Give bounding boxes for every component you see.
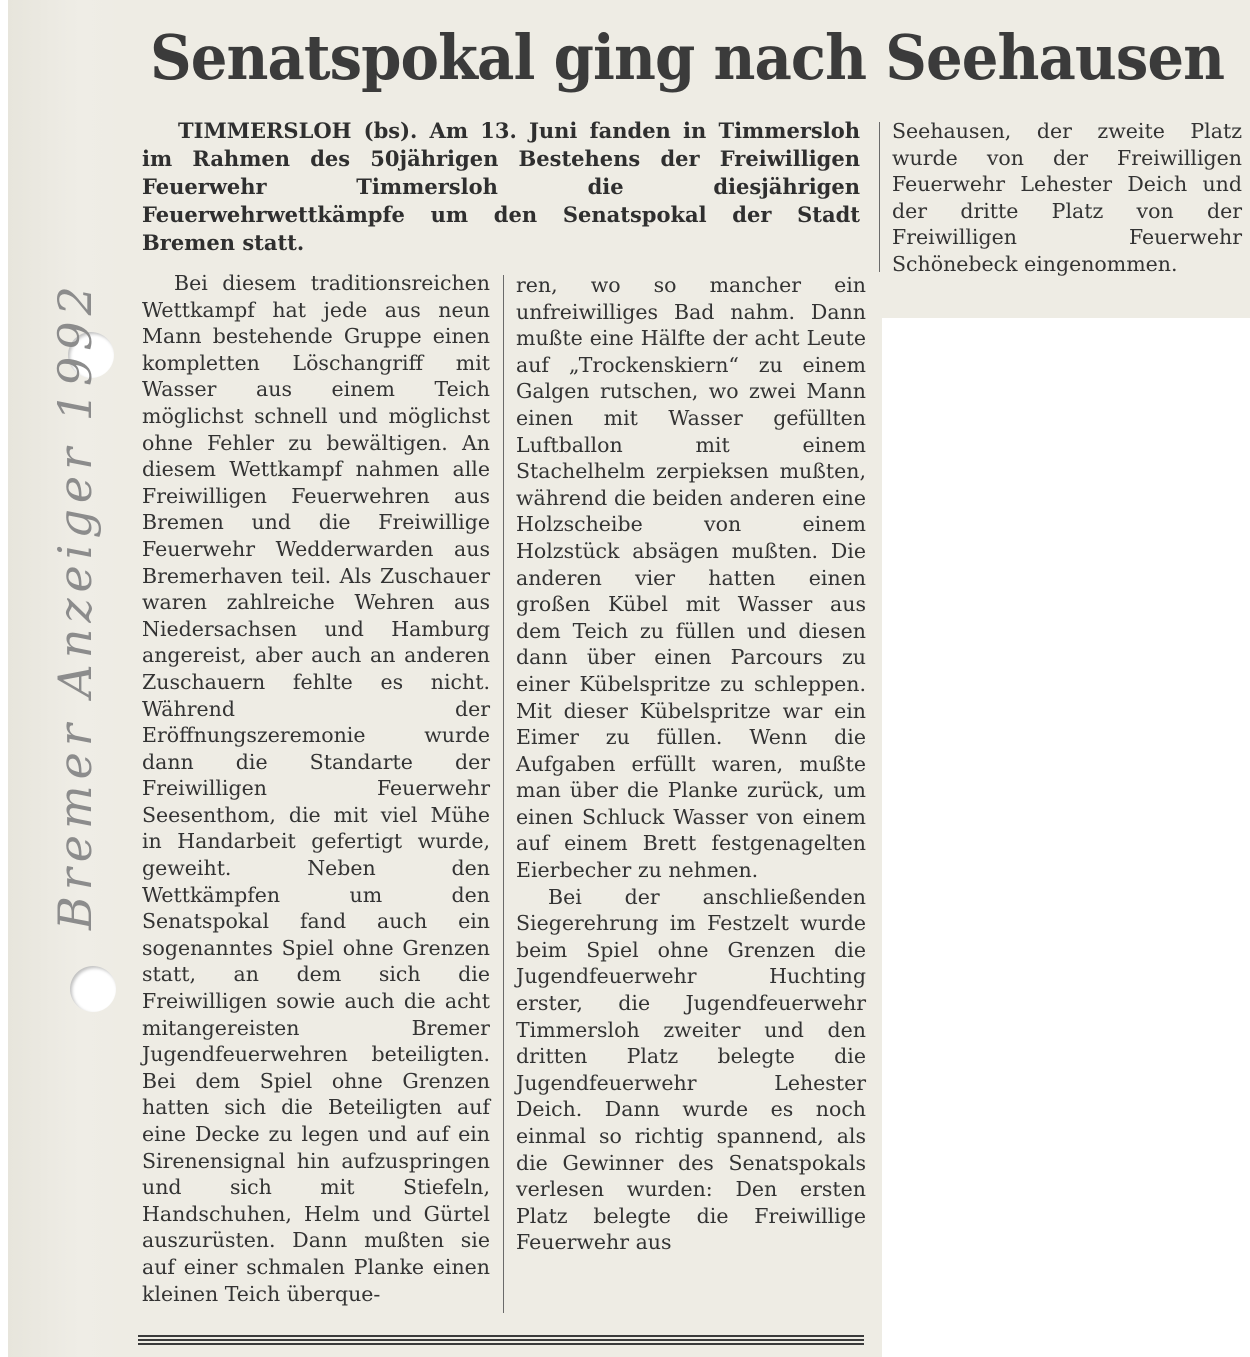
article-column-3 [892, 118, 1242, 278]
column-1-paragraph: Bei diesem traditionsreichen Wettkampf hat jede aus neun Mann bestehende Gruppe einen kompletten Löschangriff mit Wasser aus einem Teich möglichst schnell und möglichst ohne Fehler zu bewältigen. An diesem Wettkampf nahmen alle Freiwilligen Feuerwehren aus Bremen und die Freiwillige Feuerwehr Wedderwarden aus Bremerhaven teil. Als Zuschauer waren zahlreiche Wehren aus Niedersachsen und Hamburg angereist, aber auch an anderen Zuschauern fehlte es nicht. Während der Eröffnungszeremonie wurde dann die Standarte der Freiwilligen Feuerwehr Seesenthom, die mit viel Mühe in Handarbeit gefertigt wurde, geweiht. Neben den Wettkämpfen um den Senatspokal fand auch ein sogenanntes Spiel ohne Grenzen statt, an dem sich die Freiwilligen sowie auch die acht mitangereisten Bremer Jugendfeuerwehren beteiligten. Bei dem Spiel ohne Grenzen hatten sich die Beteiligten auf eine Decke zu legen und auf ein Sirenensignal hin aufzuspringen und sich mit Stiefeln, Handschuhen, Helm und Gürtel auszurüsten. Dann mußten sie auf einer schmalen Planke einen kleinen Teich überque- [142, 271, 490, 1306]
column-2-paragraph: Bei der anschließenden Siegerehrung im Festzelt wurde beim Spiel ohne Grenzen die Jugendfeuerwehr Huchting erster, die Jugendfeuerwehr Timmersloh zweiter und den dritten Platz belegte die Jugendfeuerwehr Lehester Deich. Dann wurde es noch einmal so richtig spannend, als die Gewinner des Senatspokals verlesen wurden: Den ersten Platz belegte die Freiwillige Feuerwehr aus [516, 884, 866, 1255]
punch-hole [70, 966, 116, 1012]
column-3-paragraph: Seehausen, der zweite Platz wurde von der Freiwilligen Feuerwehr Lehester Deich und der dritte Platz von der Freiwilligen Feuerwehr Schönebeck eingenommen. [892, 119, 1242, 276]
column-divider [879, 122, 880, 272]
article-headline: Senatspokal ging nach Seehausen [150, 21, 1225, 94]
article-column-2 [516, 272, 866, 1256]
article-lead: TIMMERSLOH (bs). Am 13. Juni fanden in Timmersloh im Rahmen des 50jährigen Bestehens der Freiwilligen Feuerwehr Timmersloh die diesjährigen Feuerwehrwettkämpfe um den Senatspokal der Stadt Bremen statt. [142, 118, 860, 255]
handwritten-source-note: Bremer Anzeiger 1992 [48, 280, 102, 930]
column-2-paragraph-continued: ren, wo so mancher ein unfreiwilliges Bad nahm. Dann mußte eine Hälfte der acht Leute auf „Trockenskiern“ zu einem Galgen rutschen, wo zwei Mann einen mit Wasser gefüllten Luftballon mit einem Stachelhelm zerpieksen mußten, während die beiden anderen eine Holzscheibe von einem Holzstück absägen mußten. Die anderen vier hatten einen großen Kübel mit Wasser aus dem Teich zu füllen und diesen dann über einen Parcours zu einer Kübelspritze zu schleppen. Mit dieser Kübelspritze war ein Eimer zu füllen. Wenn die Aufgaben erfüllt waren, mußte man über die Planke zurück, um einen Schluck Wasser von einem auf einem Brett festgenagelten Eierbecher zu nehmen. [516, 273, 866, 883]
column-divider [503, 275, 504, 1313]
bottom-rule [138, 1335, 864, 1347]
article-column-1 [142, 270, 490, 1307]
